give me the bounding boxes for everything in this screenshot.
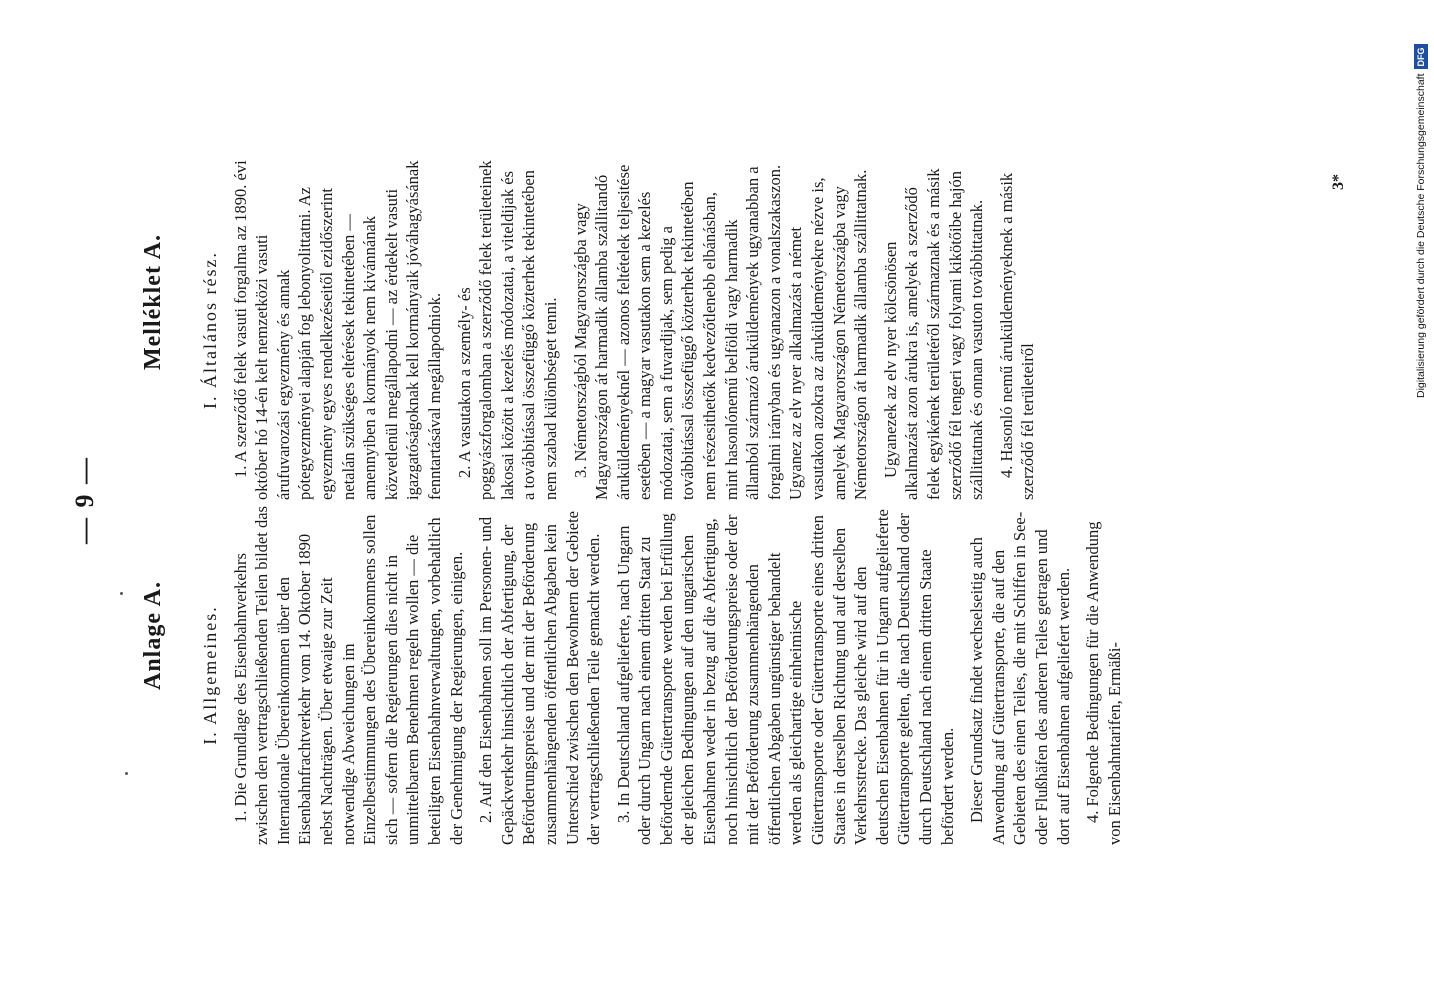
german-column [200, 505, 1133, 845]
annex-title-hungarian: Melléklet A. [140, 234, 166, 370]
paragraph-hungarian-2: 2. A vasutakon a személy- és poggyászforgalomban a szerződő felek területeinek lakosai között a kezelés módozatai, a viteldijak és a továbbitással összefüggő közterhek tekintetében nem szabad különbséget tenni. [454, 160, 560, 500]
ink-speck [120, 592, 123, 595]
paragraph-german-3b: Dieser Grundsatz findet wechselseitig auch Anwendung auf Gütertransporte, die auf den Gebieten des einen Teiles, die mit Schiffen in See- oder Flußhäfen des anderen Teiles getragen und dort auf Eisenbahnen aufgeliefert werden. [967, 511, 1073, 845]
section-heading-hungarian: I. Általános rész. [200, 251, 220, 409]
paragraph-hungarian-3: 3. Németországból Magyarországba vagy Magyarországon át harmadik államba szállitandó áruküldeményeknél — azonos feltételek teljesitése esetében — a magyar vasutakon sem a kezelés módozatai, sem a fuvardijak, sem pedig a továbbitással összefüggő közterhek tekintetében nem részesithetők kedvezőtlenebb elbánásban, mint hasonlónemű belföldi vagy harmadik államból származó áruküldemények ugyanabban a forgalmi irányban és ugyanazon a vonalszakaszon. Ugyanez az elv nyer alkalmazást a német vasutakon azokra az áruküldeményekre nézve is, amelyek Magyarországon Németországba vagy Németországon át harmadik államba szállittatnak. [570, 164, 871, 500]
paragraph-hungarian-4: 4. Hasonló nemű áruküldeményeknek a másik szerződő fél területeiről [996, 172, 1038, 500]
page-number: — 9 — [70, 456, 99, 544]
section-heading-german: I. Allgemeines. [200, 605, 220, 745]
credit-text: Digitalisierung gefördert durch die Deutsche Forschungsgemeinschaft [1415, 73, 1427, 398]
paragraph-german-2: 2. Auf den Eisenbahnen soll im Personen- und Gepäckverkehr hinsichtlich der Abfertigung, der Beförderungspreise und der mit der Beförderung zusammenhängenden öffentlichen Abgaben kein Unterschied zwischen den Bewohnern der Gebiete der vertragschließenden Teile gemacht werden. [476, 511, 604, 845]
paragraph-german-1: 1. Die Grundlage des Eisenbahnverkehrs zwischen den vertragschließenden Teilen bildet das Internationale Übereinkommen über den Eisenbahnfrachtverkehr vom 14. Oktober 1890 nebst Nachträgen. Über etwaige zur Zeit notwendige Abweichungen im Einzelbestimmungen des Übereinkommens sollen sich — sofern die Regierungen dies nicht in unmittelbarem Benehmen regeln wollen — die beteiligten Eisenbahnverwaltungen, vorbehaltlich der Genehmigung der Regierungen, einigen. [230, 506, 466, 845]
paragraph-german-3: 3. In Deutschland aufgelieferte, nach Ungarn oder durch Ungarn nach einem dritten Staat zu befördernde Gütertransporte werden bei Erfüllung der gleichen Bedingungen auf den ungarischen Eisenbahnen weder in bezug auf die Abfertigung, noch hinsichtlich der Beförderungspreise oder der mit der Beförderung zusammenhängenden öffentlichen Abgaben ungünstiger behandelt werden als gleichartige einheimische Gütertransporte oder Gütertransporte eines dritten Staates in derselben Richtung und auf derselben Verkehrsstrecke. Das gleiche wird auf den deutschen Eisenbahnen für in Ungarn aufgelieferte Gütertransporte gelten, die nach Deutschland oder durch Deutschland nach einem dritten Staate befördert werden. [613, 509, 957, 845]
ink-speck [125, 772, 128, 775]
hungarian-column [200, 160, 1047, 500]
paragraph-hungarian-1: 1. A szerződő felek vasuti forgalma az 1890. évi október hó 14-én kelt nemzetközi vasuti árufuvarozási egyezmény és annak pótegyezményei alapján fog lebonyolittatni. Az egyezmény egyes rendelkezéseitől ezidőszerint netalán szükséges eltérések tekintetében — amennyiben a kormányok nem kivánnának közvetlenül megállapodni — az érdekelt vasuti igazgatóságoknak kell kormányaik jóváhagyásának fenntartásával megállapodniok. [230, 160, 444, 500]
dfg-logo-icon: DFG [1414, 44, 1428, 69]
annex-title-german: Anlage A. [140, 580, 166, 690]
signature-mark: 3* [1330, 174, 1347, 190]
paragraph-german-4: 4. Folgende Bedingungen für die Anwendung von Eisenbahntarifen, Ermäßi- [1083, 521, 1124, 845]
paragraph-hungarian-3b: Ugyanezek az elv nyer kölcsönösen alkalmazást azon árukra is, amelyek a szerződő felek egyikének területéről származnak és a másik szerződő fél tengeri vagy folyami kikötőibe hajón szállittatnak és onnan vasuton továbbittatnak. [880, 168, 987, 500]
digitization-credit [1412, 8, 1430, 398]
